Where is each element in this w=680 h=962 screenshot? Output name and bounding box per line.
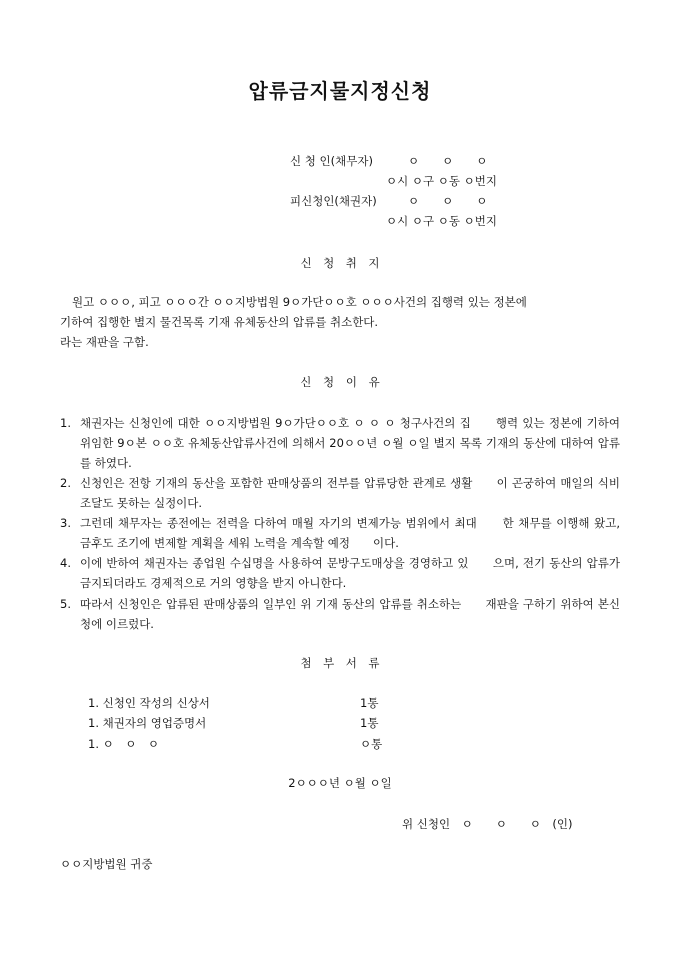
purpose-line-2: 기하여 집행한 별지 물건목록 기재 유체동산의 압류를 취소한다. [60, 315, 379, 329]
respondent-label: 피신청인(채권자) [290, 194, 377, 208]
court-addressee: ㅇㅇ지방법원 귀중 [60, 857, 153, 871]
reason-number: 1. [60, 416, 71, 430]
attachment-label: 1. ㅇ ㅇ ㅇ [88, 737, 159, 751]
attachment-label: 1. 채권자의 영업증명서 [88, 716, 207, 730]
reason-number: 5. [60, 597, 71, 611]
applicant-label: 신 청 인(채무자) [290, 154, 373, 168]
document-title: 압류금지물지정신청 [248, 79, 432, 103]
respondent-name: ㅇ ㅇ ㅇ [408, 194, 488, 208]
attachment-count: 1통 [360, 716, 379, 730]
purpose-line-1: 원고 ㅇㅇㅇ, 피고 ㅇㅇㅇ간 ㅇㅇ지방법원 9ㅇ가단ㅇㅇ호 ㅇㅇㅇ사건의 집행력 있는 정본에 [72, 295, 527, 309]
applicant-name: ㅇ ㅇ ㅇ [408, 154, 488, 168]
reason-text: 신청인은 전항 기재의 동산을 포함한 판매상품의 전부를 압류당한 관계로 생활 이 곤궁하여 매일의 식비조달도 못하는 실정이다. [80, 476, 620, 510]
applicant-address: ㅇ시 ㅇ구 ㅇ동 ㅇ번지 [386, 174, 497, 188]
respondent-address: ㅇ시 ㅇ구 ㅇ동 ㅇ번지 [386, 214, 497, 228]
purpose-line-3: 라는 재판을 구함. [60, 335, 149, 349]
attachments-heading: 첨 부 서 류 [300, 656, 380, 670]
signature-line: 위 신청인 ㅇ ㅇ ㅇ (인) [402, 817, 573, 831]
reason-text: 이에 반하여 채권자는 종업원 수십명을 사용하여 문방구도매상을 경영하고 있 으며, 전기 동산의 압류가 금지되더라도 경제적으로 거의 영향을 받지 아니한다. [80, 556, 620, 590]
reason-number: 2. [60, 476, 71, 490]
reasons-heading: 신 청 이 유 [300, 375, 380, 389]
attachment-count: ㅇ통 [360, 737, 383, 751]
document-date: 2ㅇㅇㅇ년 ㅇ월 ㅇ일 [288, 776, 392, 790]
purpose-heading: 신 청 취 지 [300, 256, 380, 270]
attachment-count: 1통 [360, 696, 379, 710]
reason-text: 채권자는 신청인에 대한 ㅇㅇ지방법원 9ㅇ가단ㅇㅇ호 ㅇ ㅇ ㅇ 청구사건의 집 행력 있는 정본에 기하여 위임한 9ㅇ본 ㅇㅇ호 유체동산압류사건에 의해서 20ㅇㅇ년 ㅇ월 ㅇ일 별지 목록 기재의 동산에 대하여 압류를 하였다. [80, 416, 620, 470]
reason-number: 4. [60, 556, 71, 570]
reason-text: 그런데 채무자는 종전에는 전력을 다하여 매월 자기의 변제가능 범위에서 최대 한 채무를 이행해 왔고, 금후도 조기에 변제할 계획을 세워 노력을 계속할 예정 이다. [80, 516, 620, 550]
attachment-label: 1. 신청인 작성의 신상서 [88, 696, 210, 710]
reason-text: 따라서 신청인은 압류된 판매상품의 일부인 위 기재 동산의 압류를 취소하는 재판을 구하기 위하여 본신청에 이르렀다. [80, 597, 620, 631]
reason-number: 3. [60, 516, 71, 530]
